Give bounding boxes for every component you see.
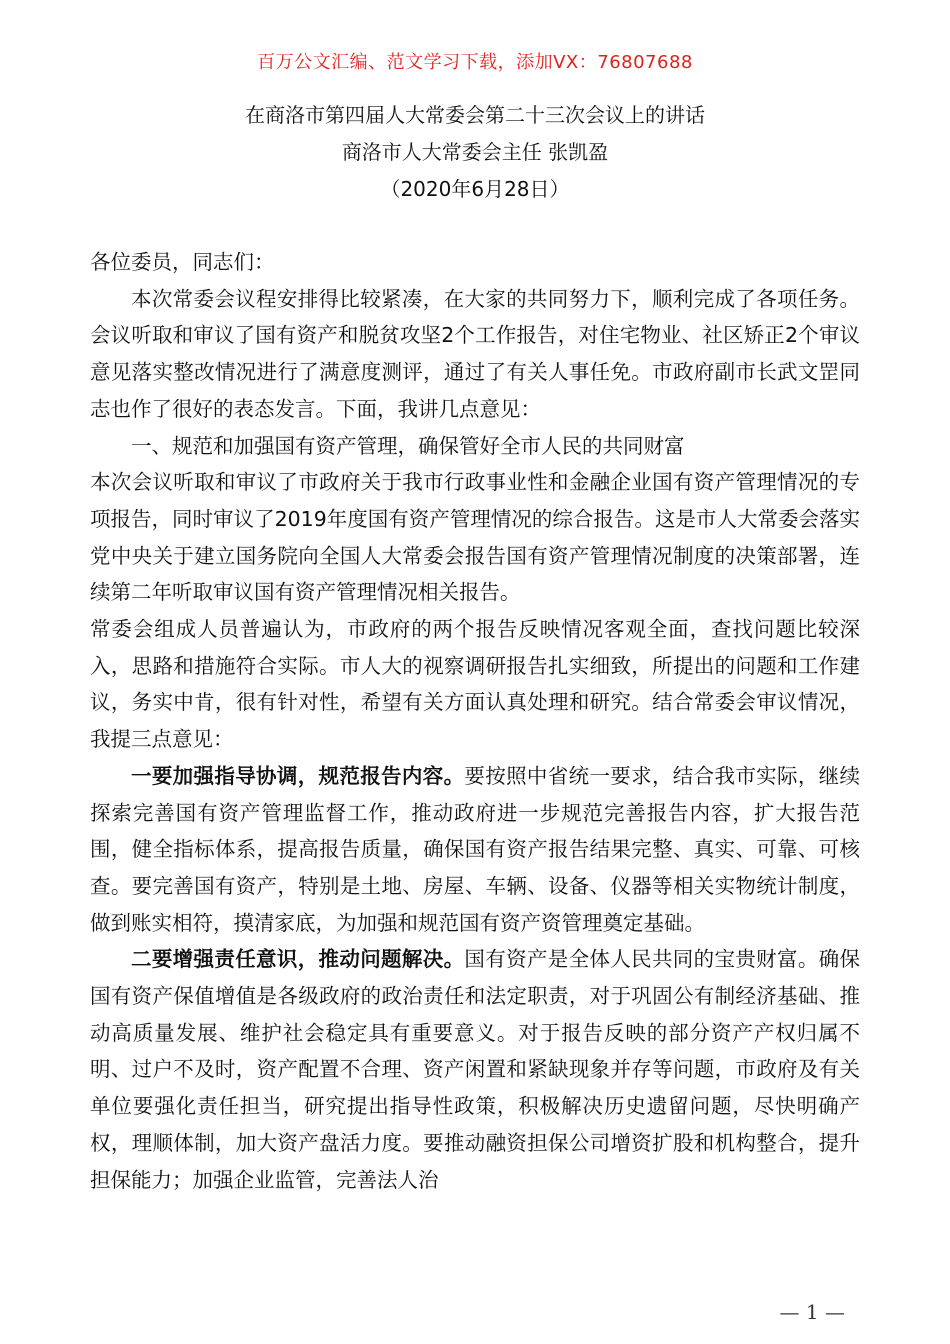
speech-date: （2020年6月28日）	[380, 177, 570, 201]
watermark-banner: 百万公文汇编、范文学习下载，添加VX：76807688	[257, 52, 693, 73]
salutation: 各位委员，同志们：	[90, 250, 275, 274]
speech-body	[90, 244, 860, 1198]
page-number-text: — 1 —	[779, 1300, 845, 1324]
point-1-lead: 一要加强指导协调，规范报告内容。	[131, 763, 465, 788]
paragraph-intro: 本次常委会议程安排得比较紧凑，在大家的共同努力下，顺利完成了各项任务。会议听取和审议了国有资产和脱贫攻坚2个工作报告，对住宅物业、社区矫正2个审议意见落实整改情况进行了满意度测评，通过了有关人事任免。市政府副市长武文罡同志也作了很好的表态发言。下面，我讲几点意见：	[90, 286, 860, 421]
section-heading-1: 一、规范和加强国有资产管理，确保管好全市人民的共同财富	[131, 433, 685, 458]
point-2	[90, 941, 860, 1198]
point-2-lead: 二要增强责任意识，推动问题解决。	[131, 947, 465, 972]
speech-title: 在商洛市第四届人大常委会第二十三次会议上的讲话	[245, 103, 705, 127]
point-2-text: 国有资产是全体人民共同的宝贵财富。确保国有资产保值增值是各级政府的政治责任和法定职责，对于巩固公有制经济基础、推动高质量发展、维护社会稳定具有重要意义。对于报告反映的部分资产产权归属不明、过户不及时，资产配置不合理、资产闲置和紧缺现象并存等问题，市政府及有关单位要强化责任担当，研究提出指导性政策，积极解决历史遗留问题，尽快明确产权，理顺体制，加大资产盘活力度。要推动融资担保公司增资扩股和机构整合，提升担保能力；加强企业监管，完善法人治	[90, 947, 861, 1192]
point-1	[90, 758, 860, 942]
speech-author: 商洛市人大常委会主任 张凯盈	[341, 140, 609, 164]
paragraph-committee-opinion: 常委会组成人员普遍认为，市政府的两个报告反映情况客观全面，查找问题比较深入，思路和措施符合实际。市人大的视察调研报告扎实细致，所提出的问题和工作建议，务实中肯，很有针对性，希望有关方面认真处理和研究。结合常委会审议情况，我提三点意见：	[90, 617, 860, 752]
page-number	[0, 1300, 950, 1324]
point-1-text: 要按照中省统一要求，结合我市实际，继续探索完善国有资产管理监督工作，推动政府进一步规范完善报告内容，扩大报告范围，健全指标体系，提高报告质量，确保国有资产报告结果完整、真实、可靠、可核查。要完善国有资产，特别是土地、房屋、车辆、设备、仪器等相关实物统计制度，做到账实相符，摸清家底，为加强和规范国有资产资管理奠定基础。	[90, 763, 861, 935]
paragraph-report-review: 本次会议听取和审议了市政府关于我市行政事业性和金融企业国有资产管理情况的专项报告，同时审议了2019年度国有资产管理情况的综合报告。这是市人大常委会落实党中央关于建立国务院向全国人大常委会报告国有资产管理情况制度的决策部署，连续第二年听取审议国有资产管理情况相关报告。	[90, 470, 860, 605]
